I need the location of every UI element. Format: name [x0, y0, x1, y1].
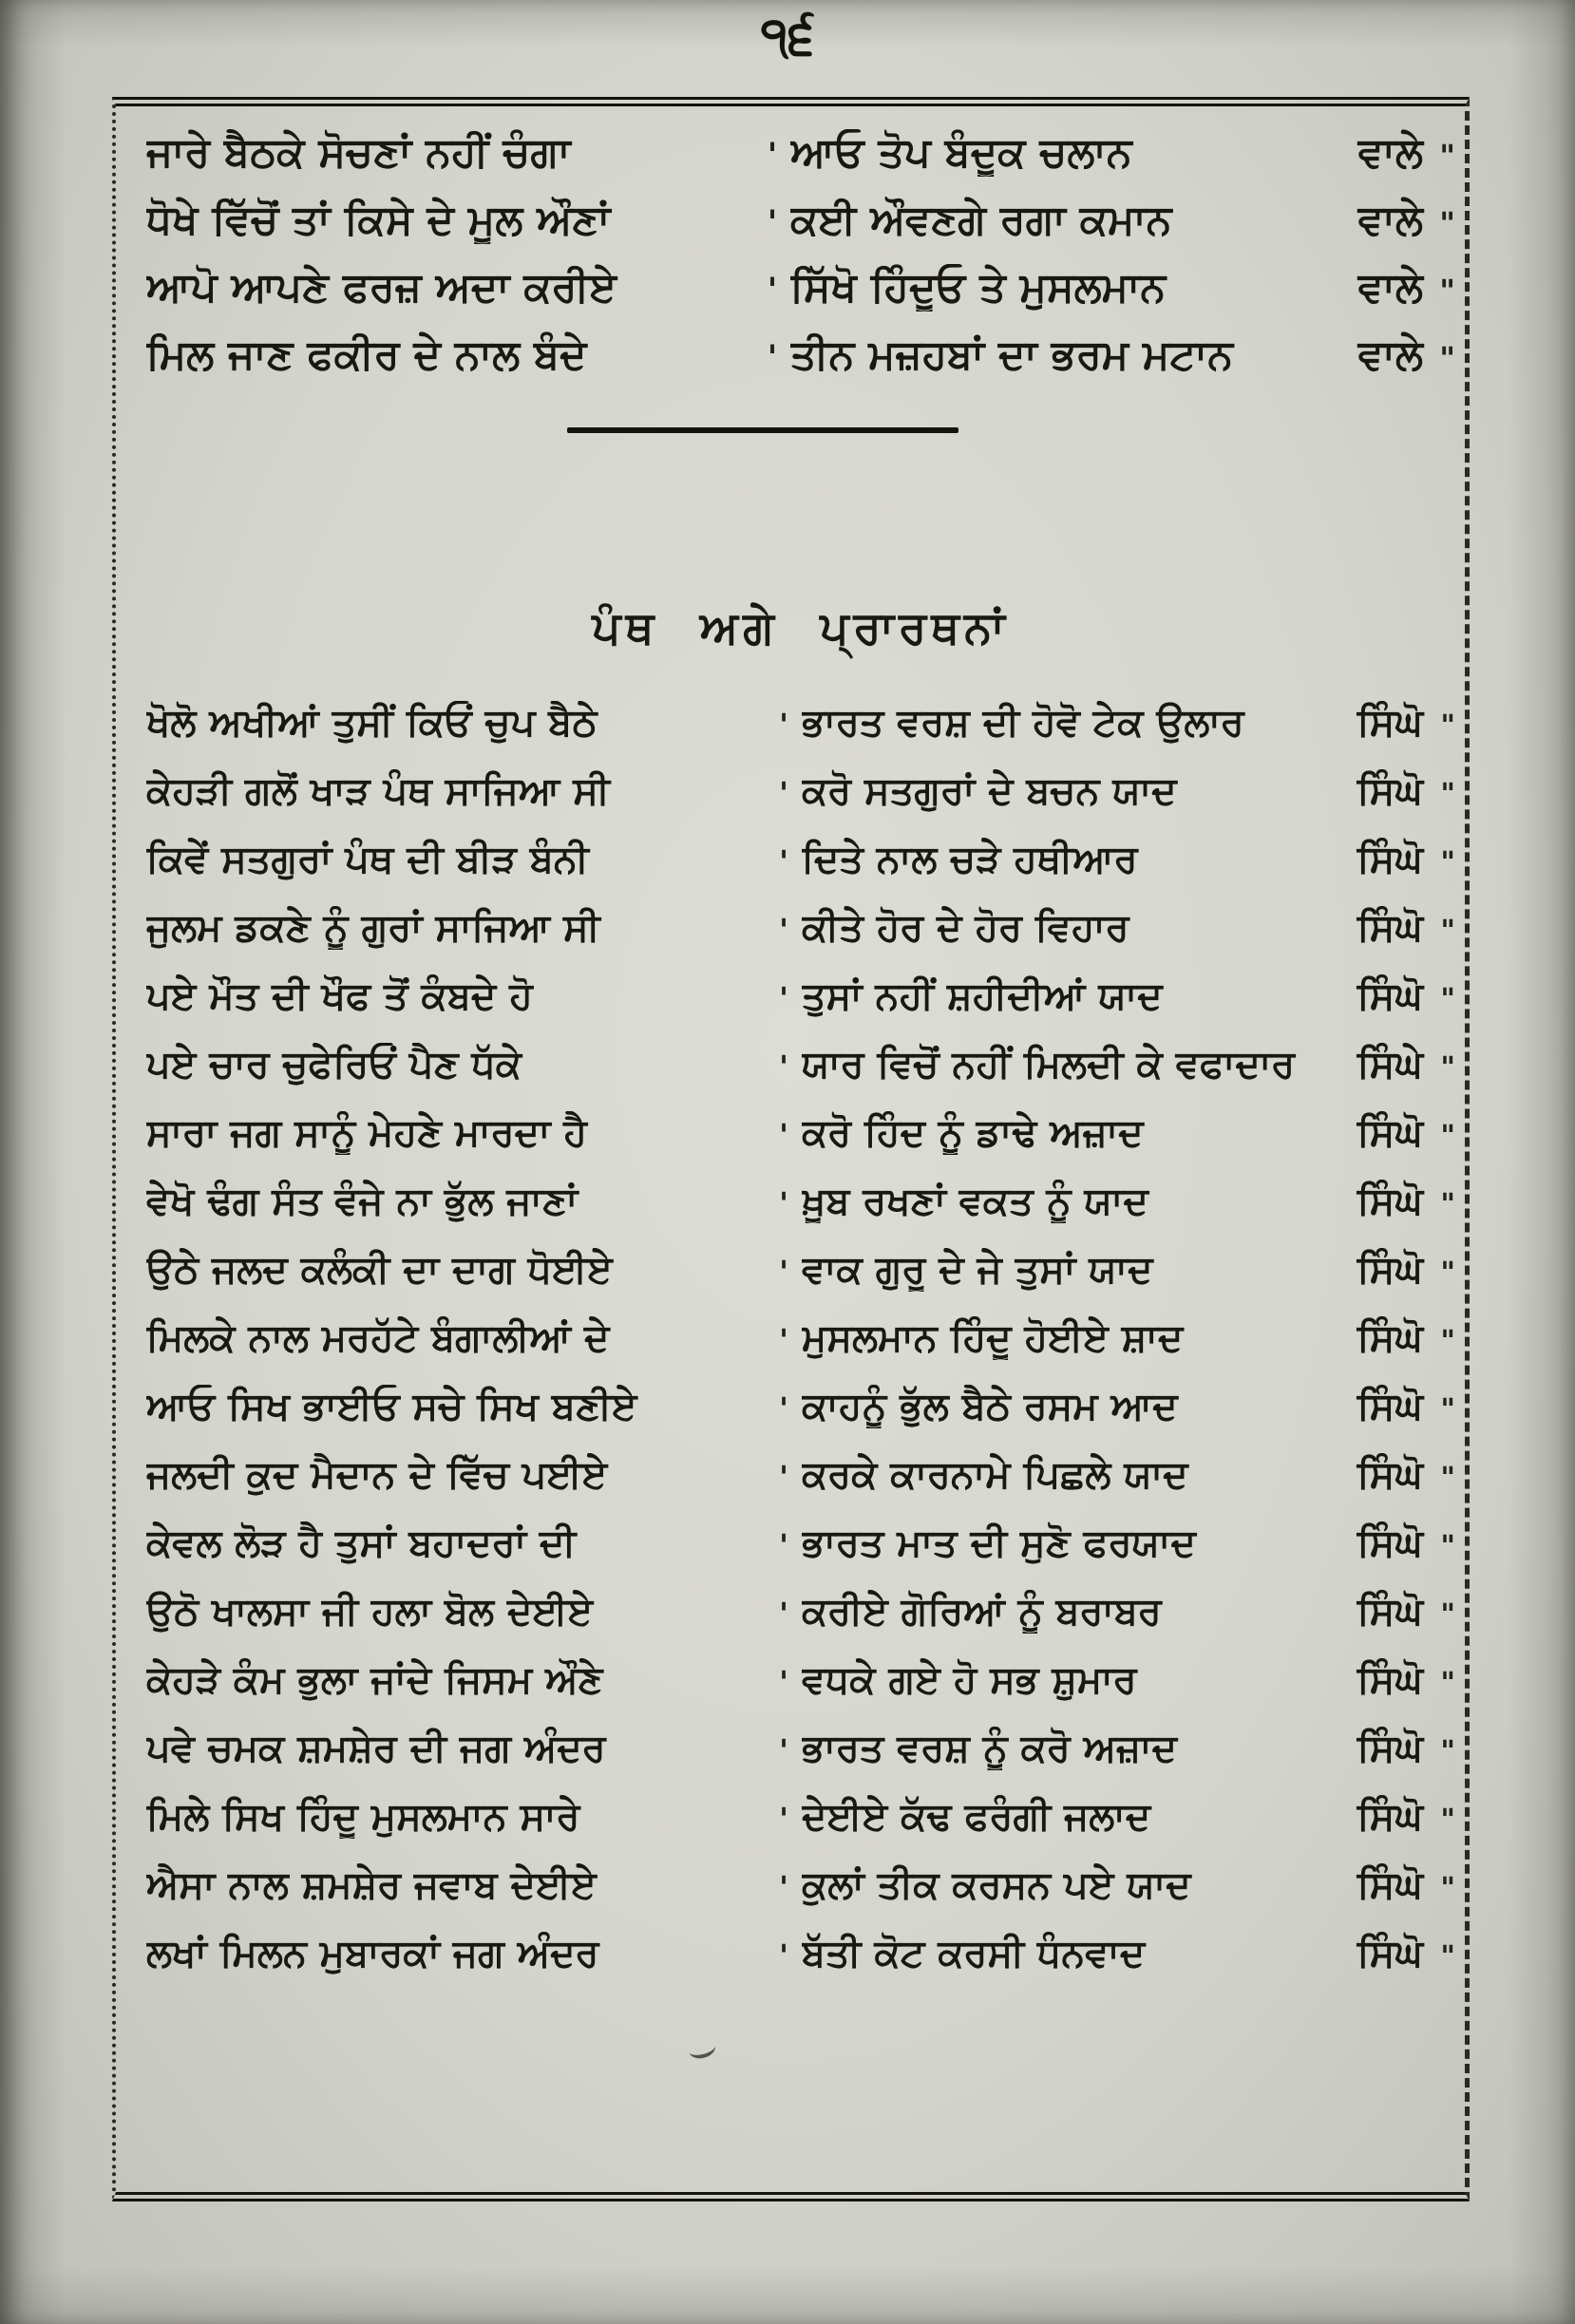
verse-right-text: ਮੁਸਲਮਾਨ ਹਿੰਦੂ ਹੋਈਏ ਸ਼ਾਦ — [802, 1316, 1184, 1360]
verse-refrain: ਸਿੰਘੋ — [1357, 838, 1423, 881]
verse-right-hemistich — [802, 1863, 1431, 1907]
caesura-mark: ' — [779, 775, 788, 811]
verse-right-hemistich — [790, 331, 1431, 379]
verse-end-mark: " — [1440, 846, 1455, 879]
verse-line — [146, 1590, 1455, 1658]
verse-refrain: ਸਿੰਘੋ — [1357, 701, 1423, 745]
caesura-mark: ' — [767, 272, 778, 310]
verse-right-hemistich — [802, 974, 1431, 1018]
verse-right-hemistich — [802, 1727, 1431, 1770]
verse-end-mark: " — [1440, 1804, 1455, 1837]
verse-line — [146, 1385, 1455, 1453]
verse-refrain: ਸਿੰਘੋ — [1357, 1316, 1423, 1360]
verse-line — [146, 1863, 1455, 1932]
page-content — [116, 106, 1465, 2192]
verse-right-hemistich — [790, 197, 1431, 244]
verse-left-hemistich: ਜਲਦੀ ਕੁਦ ਮੈਦਾਨ ਦੇ ਵਿੱਚ ਪਈਏ — [146, 1453, 608, 1497]
verse-right-hemistich — [790, 264, 1431, 312]
verse-right-text: ਕਾਹਨੂੰ ਭੁੱਲ ਬੈਠੇ ਰਸਮ ਆਦ — [802, 1385, 1178, 1428]
verse-left-hemistich: ਪਵੇ ਚਮਕ ਸ਼ਮਸ਼ੇਰ ਦੀ ਜਗ ਅੰਦਰ — [146, 1727, 606, 1770]
verse-left-hemistich: ਲਖਾਂ ਮਿਲਨ ਮੁਬਾਰਕਾਂ ਜਗ ਅੰਦਰ — [146, 1932, 599, 1975]
verse-left-hemistich: ਉਠੇ ਜਲਦ ਕਲੰਕੀ ਦਾ ਦਾਗ ਧੋਈਏ — [146, 1248, 613, 1292]
verse-right-text: ਦਿਤੇ ਨਾਲ ਚੜੇ ਹਥੀਆਰ — [802, 838, 1138, 881]
verse-line — [146, 1932, 1455, 2000]
verse-left-hemistich: ਐਸਾ ਨਾਲ ਸ਼ਮਸ਼ੇਰ ਜਵਾਬ ਦੇਈਏ — [146, 1863, 597, 1907]
verse-left-hemistich: ਜੁਲਮ ਡਕਣੇ ਨੂੰ ਗੁਰਾਂ ਸਾਜਿਆ ਸੀ — [146, 906, 600, 950]
verse-refrain: ਸਿੰਘੋ — [1357, 769, 1423, 813]
verse-line — [146, 1658, 1455, 1727]
verse-right-text: ਆਓ ਤੋਪ ਬੰਦੂਕ ਚਲਾਨ — [790, 129, 1132, 177]
verse-left-hemistich: ਪਏ ਮੌਤ ਦੀ ਖੌਫ ਤੋਂ ਕੰਬਦੇ ਹੋ — [146, 974, 533, 1018]
verse-right-hemistich — [802, 1795, 1431, 1839]
verse-right-hemistich — [802, 1932, 1431, 1975]
verse-refrain: ਸਿੰਘੋ — [1357, 1932, 1423, 1975]
verse-right-text: ਕਰੋ ਹਿੰਦ ਨੂੰ ਡਾਢੇ ਅਜ਼ਾਦ — [802, 1111, 1144, 1155]
caesura-mark: ' — [779, 843, 788, 879]
caesura-mark: ' — [779, 1254, 788, 1290]
verse-line — [146, 331, 1455, 399]
verse-line — [146, 838, 1455, 906]
verse-end-mark: " — [1439, 273, 1455, 309]
verse-refrain: ਵਾਲੇ — [1357, 331, 1423, 379]
caesura-mark: ' — [779, 1117, 788, 1153]
verse-end-mark: " — [1439, 138, 1455, 174]
verse-right-text: ਤੀਨ ਮਜ਼ਹਬਾਂ ਦਾ ਭਰਮ ਮਟਾਨ — [790, 331, 1234, 379]
verse-end-mark: " — [1440, 1462, 1455, 1495]
verse-right-hemistich — [802, 906, 1431, 950]
caesura-mark: ' — [779, 1322, 788, 1358]
verse-refrain: ਸਿੰਘੋ — [1357, 1863, 1423, 1907]
verse-right-hemistich — [802, 1111, 1431, 1155]
verse-left-hemistich: ਉਠੋ ਖਾਲਸਾ ਜੀ ਹਲਾ ਬੋਲ ਦੇਈਏ — [146, 1590, 594, 1634]
caesura-mark: ' — [779, 980, 788, 1016]
opening-verse-block — [146, 129, 1455, 399]
caesura-mark: ' — [779, 707, 788, 743]
verse-left-hemistich: ਜਾਰੇ ਬੈਠਕੇ ਸੋਚਣਾਂ ਨਹੀਂ ਚੰਗਾ — [146, 129, 571, 177]
verse-line — [146, 1795, 1455, 1863]
verse-refrain: ਸਿੰਘੇ — [1357, 1043, 1423, 1086]
main-verse-block — [146, 701, 1455, 2000]
verse-refrain: ਵਾਲੇ — [1357, 264, 1423, 312]
verse-right-hemistich — [802, 1385, 1431, 1428]
verse-left-hemistich: ਖੋਲੋ ਅਖੀਆਂ ਤੁਸੀਂ ਕਿਓਂ ਚੁਪ ਬੈਠੇ — [146, 701, 598, 745]
verse-right-text: ਕਰਕੇ ਕਾਰਨਾਮੇ ਪਿਛਲੇ ਯਾਦ — [802, 1453, 1188, 1497]
caesura-mark: ' — [779, 1937, 788, 1974]
verse-right-text: ਦੇਈਏ ਕੱਢ ਫਰੰਗੀ ਜਲਾਦ — [802, 1795, 1151, 1839]
verse-right-hemistich — [802, 838, 1431, 881]
verse-refrain: ਸਿੰਘੋ — [1357, 1795, 1423, 1839]
verse-right-hemistich — [802, 769, 1431, 813]
caesura-mark: ' — [779, 1390, 788, 1427]
verse-right-text: ਭਾਰਤ ਵਰਸ਼ ਨੂੰ ਕਰੋ ਅਜ਼ਾਦ — [802, 1727, 1178, 1770]
verse-line — [146, 1316, 1455, 1385]
verse-right-hemistich — [802, 1453, 1431, 1497]
caesura-mark: ' — [779, 1596, 788, 1632]
verse-end-mark: " — [1440, 1667, 1455, 1700]
verse-left-hemistich: ਕੇਹੜੇ ਕੰਮ ਭੁਲਾ ਜਾਂਦੇ ਜਿਸਮ ਔਣੇ — [146, 1658, 603, 1702]
verse-right-text: ਸਿੱਖੋ ਹਿੰਦੂਓ ਤੇ ਮੁਸਲਮਾਨ — [790, 264, 1167, 312]
caesura-mark: ' — [767, 339, 778, 377]
verse-line — [146, 1453, 1455, 1521]
verse-end-mark: " — [1440, 1325, 1455, 1358]
verse-line — [146, 974, 1455, 1043]
verse-left-hemistich: ਆਓ ਸਿਖ ਭਾਈਓ ਸਚੇ ਸਿਖ ਬਣੀਏ — [146, 1385, 637, 1428]
section-heading: ਪੰਥ ਅਗੇ ਪ੍ਰਾਰਥਨਾਂ — [592, 602, 1010, 654]
verse-right-text: ਭਾਰਤ ਵਰਸ਼ ਦੀ ਹੋਵੋ ਟੇਕ ਉਲਾਰ — [802, 701, 1244, 745]
caesura-mark: ' — [779, 1664, 788, 1700]
caesura-mark: ' — [779, 1527, 788, 1563]
verse-end-mark: " — [1439, 205, 1455, 241]
verse-left-hemistich: ਕੇਵਲ ਲੋੜ ਹੈ ਤੁਸਾਂ ਬਹਾਦਰਾਂ ਦੀ — [146, 1521, 577, 1565]
verse-right-hemistich — [802, 1658, 1431, 1702]
verse-right-hemistich — [802, 1521, 1431, 1565]
verse-right-text: ਕੀਤੇ ਹੋਰ ਦੇ ਹੋਰ ਵਿਹਾਰ — [802, 906, 1129, 950]
verse-left-hemistich: ਧੋਖੇ ਵਿੱਚੋਂ ਤਾਂ ਕਿਸੇ ਦੇ ਮੂਲ ਔਣਾਂ — [146, 197, 611, 244]
verse-right-text: ਕਰੋ ਸਤਗੁਰਾਂ ਦੇ ਬਚਨ ਯਾਦ — [802, 769, 1177, 813]
verse-right-hemistich — [802, 1590, 1431, 1634]
verse-right-text: ਕਰੀਏ ਗੋਰਿਆਂ ਨੂੰ ਬਰਾਬਰ — [802, 1590, 1162, 1634]
verse-right-text: ਕੁਲਾਂ ਤੀਕ ਕਰਸਨ ਪਏ ਯਾਦ — [802, 1863, 1191, 1907]
verse-end-mark: " — [1440, 1256, 1455, 1290]
verse-left-hemistich: ਕਿਵੇਂ ਸਤਗੁਰਾਂ ਪੰਥ ਦੀ ਬੀੜ ਬੰਨੀ — [146, 838, 589, 881]
caesura-mark: ' — [779, 1869, 788, 1905]
verse-refrain: ਸਿੰਘੋ — [1357, 1727, 1423, 1770]
verse-line — [146, 264, 1455, 331]
verse-end-mark: " — [1440, 1940, 1455, 1974]
verse-right-hemistich — [802, 1043, 1431, 1086]
caesura-mark: ' — [767, 137, 778, 175]
verse-end-mark: " — [1440, 778, 1455, 811]
verse-refrain: ਸਿੰਘੋ — [1357, 1590, 1423, 1634]
verse-right-text: ਯਾਰ ਵਿਚੋਂ ਨਹੀਂ ਮਿਲਦੀ ਕੇ ਵਫਾਦਾਰ — [802, 1043, 1296, 1086]
verse-end-mark: " — [1440, 1530, 1455, 1563]
verse-line — [146, 197, 1455, 264]
verse-line — [146, 1043, 1455, 1111]
verse-line — [146, 129, 1455, 197]
verse-end-mark: " — [1440, 1051, 1455, 1085]
caesura-mark: ' — [779, 1459, 788, 1495]
verse-refrain: ਸਿੰਘੋ — [1357, 906, 1423, 950]
caesura-mark: ' — [779, 912, 788, 948]
verse-end-mark: " — [1440, 983, 1455, 1016]
verse-right-hemistich — [802, 1316, 1431, 1360]
verse-line — [146, 1111, 1455, 1180]
verse-line — [146, 906, 1455, 974]
verse-end-mark: " — [1440, 1598, 1455, 1632]
verse-right-hemistich — [790, 129, 1431, 177]
verse-right-text: ਵਧਕੇ ਗਏ ਹੋ ਸਭ ਸ਼ੁਮਾਰ — [802, 1658, 1137, 1702]
verse-left-hemistich: ਮਿਲੇ ਸਿਖ ਹਿੰਦੂ ਮੁਸਲਮਾਨ ਸਾਰੇ — [146, 1795, 580, 1839]
verse-end-mark: " — [1440, 1120, 1455, 1153]
verse-left-hemistich: ਕੇਹੜੀ ਗਲੋਂ ਖਾੜ ਪੰਥ ਸਾਜਿਆ ਸੀ — [146, 769, 610, 813]
verse-line — [146, 1727, 1455, 1795]
verse-right-hemistich — [802, 701, 1431, 745]
verse-line — [146, 1248, 1455, 1316]
verse-right-text: ਕਈ ਔਵਣਗੇ ਰਗਾ ਕਮਾਨ — [790, 197, 1172, 244]
verse-end-mark: " — [1440, 1735, 1455, 1768]
verse-right-hemistich — [802, 1180, 1431, 1223]
verse-left-hemistich: ਮਿਲ ਜਾਣ ਫਕੀਰ ਦੇ ਨਾਲ ਬੰਦੇ — [146, 331, 587, 379]
verse-left-hemistich: ਵੇਖੋ ਢੰਗ ਸੰਤ ਵੰਜੇ ਨਾ ਭੁੱਲ ਜਾਣਾਂ — [146, 1180, 579, 1223]
verse-right-text: ਤੁਸਾਂ ਨਹੀਂ ਸ਼ਹੀਦੀਆਂ ਯਾਦ — [802, 974, 1163, 1018]
verse-right-text: ਭਾਰਤ ਮਾਤ ਦੀ ਸੁਣੋ ਫਰਯਾਦ — [802, 1521, 1196, 1565]
caesura-mark: ' — [779, 1801, 788, 1837]
verse-left-hemistich: ਪਏ ਚਾਰ ਚੁਫੇਰਿਓਂ ਪੈਣ ਧੱਕੇ — [146, 1043, 522, 1086]
verse-refrain: ਸਿੰਘੋ — [1357, 1658, 1423, 1702]
verse-right-hemistich — [802, 1248, 1431, 1292]
verse-refrain: ਸਿੰਘੋ — [1357, 1453, 1423, 1497]
caesura-mark: ' — [767, 204, 778, 242]
verse-end-mark: " — [1440, 1188, 1455, 1221]
verse-end-mark: " — [1440, 709, 1455, 743]
verse-refrain: ਸਿੰਘੋ — [1357, 1180, 1423, 1223]
verse-refrain: ਸਿੰਘੋ — [1357, 1111, 1423, 1155]
section-divider — [567, 427, 958, 433]
caesura-mark: ' — [779, 1049, 788, 1085]
verse-left-hemistich: ਆਪੋ ਆਪਣੇ ਫਰਜ਼ ਅਦਾ ਕਰੀਏ — [146, 264, 617, 312]
verse-refrain: ਸਿੰਘੋ — [1357, 974, 1423, 1018]
verse-line — [146, 1180, 1455, 1248]
caesura-mark: ' — [779, 1185, 788, 1221]
verse-refrain: ਸਿੰਘੋ — [1357, 1248, 1423, 1292]
verse-right-text: ਖ਼ੂਬ ਰਖਣਾਂ ਵਕਤ ਨੂੰ ਯਾਦ — [802, 1180, 1148, 1223]
caesura-mark: ' — [779, 1732, 788, 1768]
verse-left-hemistich: ਮਿਲਕੇ ਨਾਲ ਮਰਹੱਟੇ ਬੰਗਾਲੀਆਂ ਦੇ — [146, 1316, 610, 1360]
verse-line — [146, 701, 1455, 769]
verse-left-hemistich: ਸਾਰਾ ਜਗ ਸਾਨੂੰ ਮੇਹਣੇ ਮਾਰਦਾ ਹੈ — [146, 1111, 587, 1155]
verse-refrain: ਸਿੰਘੋ — [1357, 1521, 1423, 1565]
verse-end-mark: " — [1440, 1393, 1455, 1427]
verse-end-mark: " — [1440, 915, 1455, 948]
verse-right-text: ਵਾਕ ਗੁਰੂ ਦੇ ਜੇ ਤੁਸਾਂ ਯਾਦ — [802, 1248, 1153, 1292]
verse-refrain: ਸਿੰਘੋ — [1357, 1385, 1423, 1428]
verse-right-text: ਬੱਤੀ ਕੋਟ ਕਰਸੀ ਧੰਨਵਾਦ — [802, 1932, 1146, 1975]
verse-refrain: ਵਾਲੇ — [1357, 129, 1423, 177]
verse-end-mark: " — [1439, 340, 1455, 376]
page-border-frame — [112, 97, 1470, 2201]
verse-refrain: ਵਾਲੇ — [1357, 197, 1423, 244]
verse-line — [146, 769, 1455, 838]
verse-line — [146, 1521, 1455, 1590]
verse-end-mark: " — [1440, 1872, 1455, 1905]
page-number: ੧੬ — [760, 6, 815, 66]
